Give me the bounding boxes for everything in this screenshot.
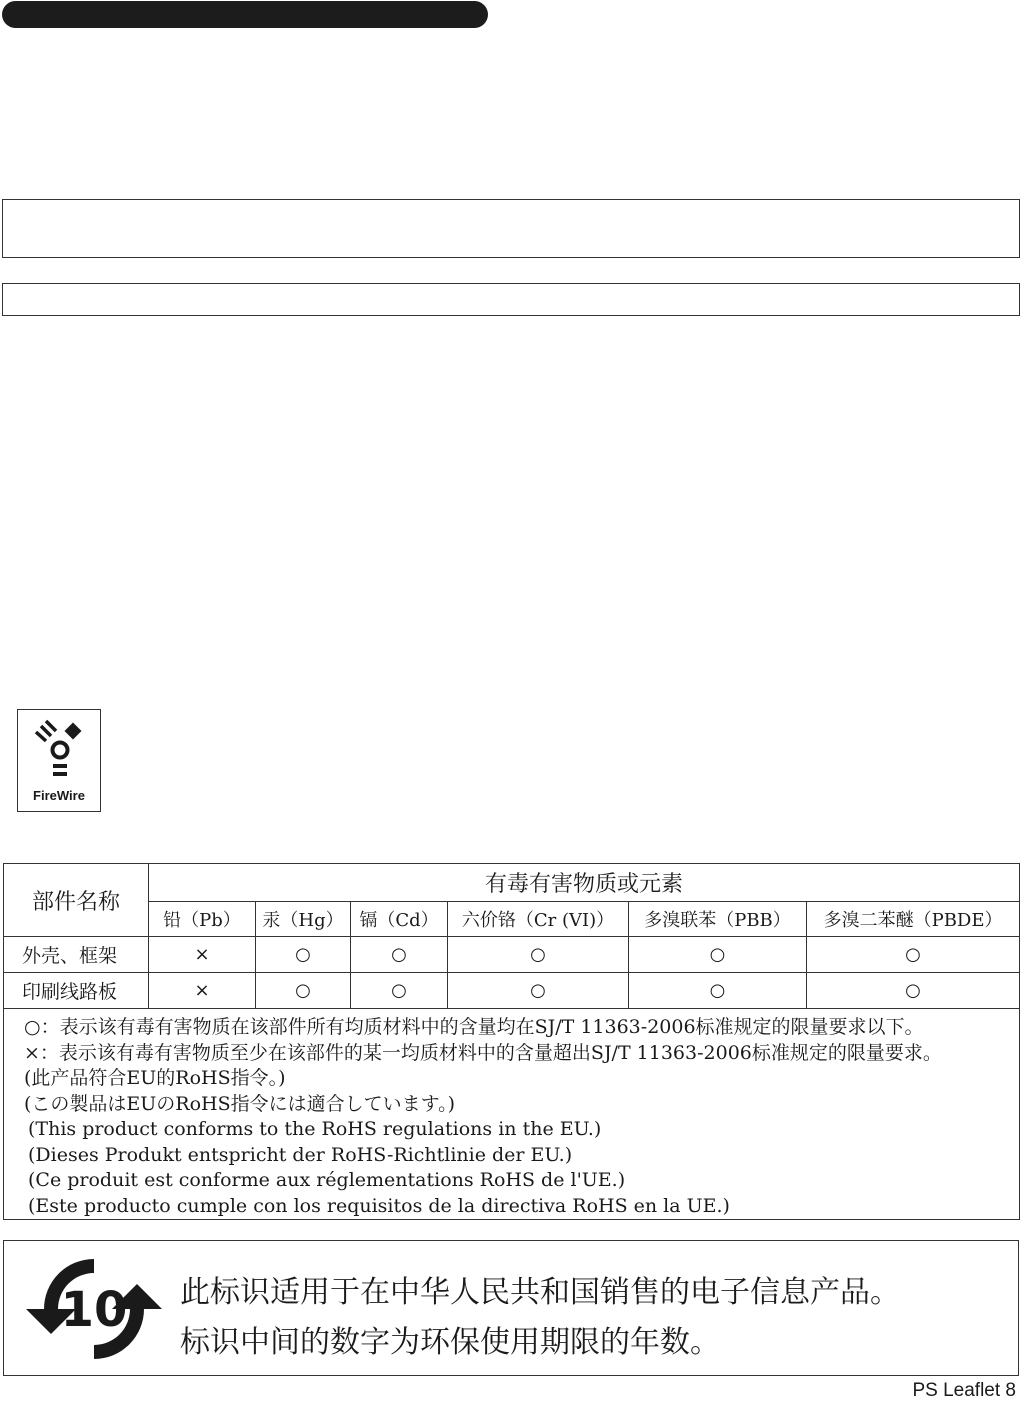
- substance-mark: ○: [256, 937, 351, 973]
- blank-field-box: [2, 199, 1020, 258]
- substance-mark: ×: [149, 973, 256, 1009]
- firewire-stroke: [46, 721, 56, 731]
- note-line: (This product conforms to the RoHS regulations in the EU.): [28, 1118, 602, 1140]
- firewire-circle: [53, 743, 68, 758]
- firewire-logo-icon: [18, 710, 102, 788]
- epup-line-2: 标识中间的数字为环保使用期限的年数。: [180, 1325, 720, 1360]
- note-line: (Ce produit est conforme aux réglementations RoHS de l'UE.): [28, 1169, 626, 1191]
- substance-mark: ○: [351, 937, 448, 973]
- substance-mark: ○: [256, 973, 351, 1009]
- substance-header: 铅（Pb）: [149, 902, 256, 937]
- firewire-stroke: [41, 726, 51, 736]
- substance-mark: ○: [448, 973, 629, 1009]
- part-name-header: 部件名称: [4, 864, 149, 937]
- header-bar: [2, 1, 488, 28]
- substance-header: 六价铬（Cr (VI)）: [448, 902, 629, 937]
- blank-field-box-small: [2, 283, 1020, 316]
- epup-line-1: 此标识适用于在中华人民共和国销售的电子信息产品。: [180, 1275, 900, 1310]
- note-line: (此产品符合EU的RoHS指令。): [24, 1067, 286, 1089]
- part-name-cell: 印刷线路板: [4, 973, 149, 1009]
- table-row: [4, 937, 1020, 973]
- rohs-hazardous-substances-table: [3, 863, 1020, 1220]
- substance-mark: ○: [807, 937, 1020, 973]
- firewire-bar: [53, 764, 67, 768]
- substance-header: 汞（Hg）: [256, 902, 351, 937]
- environment-protection-notice: [3, 1240, 1019, 1376]
- table-row: [4, 973, 1020, 1009]
- environment-protection-period-icon: [22, 1252, 166, 1366]
- firewire-diamond: [65, 723, 82, 740]
- firewire-logo: [17, 709, 101, 812]
- part-name-cell: 外壳、框架: [4, 937, 149, 973]
- substance-header: 多溴联苯（PBB）: [629, 902, 807, 937]
- note-line: (この製品はEUのRoHS指令には適合しています。): [24, 1092, 456, 1115]
- substance-mark: ○: [629, 973, 807, 1009]
- note-line: (Dieses Produkt entspricht der RoHS-Richtlinie der EU.): [28, 1143, 573, 1166]
- substance-mark: ○: [807, 973, 1020, 1009]
- firewire-stroke: [36, 732, 46, 741]
- note-line: (Este producto cumple con los requisitos de la directiva RoHS en la UE.): [28, 1194, 730, 1217]
- footer-page-label: PS Leaflet 8: [912, 1380, 1016, 1401]
- note-line: ○：表示该有毒有害物质在该部件所有均质材料中的含量均在SJ/T 11363-2006标准规定的限量要求以下。: [24, 1016, 924, 1038]
- substances-group-header: 有毒有害物质或元素: [149, 864, 1020, 902]
- substance-mark: ○: [448, 937, 629, 973]
- substance-mark: ×: [149, 937, 256, 973]
- substance-mark: ○: [351, 973, 448, 1009]
- period-number: 10: [60, 1282, 128, 1338]
- table-notes: [4, 1009, 1020, 1220]
- note-line: ×：表示该有毒有害物质至少在该部件的某一均质材料中的含量超出SJ/T 11363-2006标准规定的限量要求。: [24, 1041, 942, 1064]
- substance-mark: ○: [629, 937, 807, 973]
- firewire-label: FireWire: [33, 788, 85, 803]
- firewire-bar: [53, 772, 67, 776]
- substance-header: 多溴二苯醚（PBDE）: [807, 902, 1020, 937]
- substance-header: 镉（Cd）: [351, 902, 448, 937]
